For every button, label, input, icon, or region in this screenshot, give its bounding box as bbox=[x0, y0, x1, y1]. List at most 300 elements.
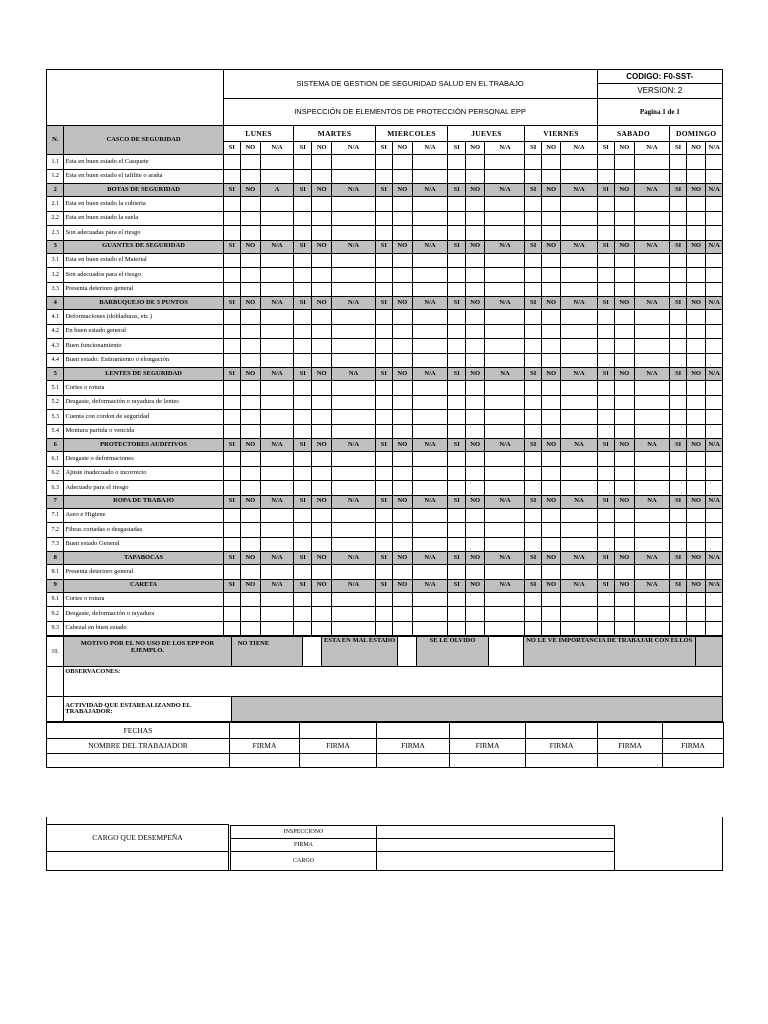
check-cell[interactable] bbox=[670, 592, 686, 607]
check-cell[interactable] bbox=[615, 621, 635, 636]
check-cell[interactable] bbox=[615, 410, 635, 425]
check-cell[interactable] bbox=[634, 226, 670, 241]
check-cell[interactable] bbox=[561, 481, 597, 496]
check-cell[interactable] bbox=[241, 395, 261, 410]
check-cell[interactable] bbox=[332, 253, 375, 268]
check-cell[interactable] bbox=[332, 607, 375, 622]
check-cell[interactable] bbox=[448, 481, 465, 496]
check-cell[interactable] bbox=[597, 537, 614, 552]
check-cell[interactable] bbox=[615, 508, 635, 523]
check-cell[interactable] bbox=[448, 452, 465, 467]
check-cell[interactable] bbox=[294, 211, 311, 226]
check-cell[interactable] bbox=[332, 592, 375, 607]
check-cell[interactable] bbox=[311, 466, 332, 481]
check-cell[interactable] bbox=[375, 607, 392, 622]
check-cell[interactable] bbox=[260, 324, 294, 339]
check-cell[interactable] bbox=[525, 508, 541, 523]
check-cell[interactable] bbox=[485, 481, 525, 496]
check-cell[interactable] bbox=[448, 197, 465, 212]
check-cell[interactable] bbox=[260, 452, 294, 467]
check-cell[interactable] bbox=[241, 282, 261, 297]
check-cell[interactable] bbox=[223, 155, 240, 170]
check-cell[interactable] bbox=[448, 155, 465, 170]
check-cell[interactable] bbox=[561, 197, 597, 212]
check-cell[interactable] bbox=[332, 395, 375, 410]
check-cell[interactable] bbox=[615, 155, 635, 170]
check-cell[interactable] bbox=[294, 282, 311, 297]
check-cell[interactable] bbox=[485, 339, 525, 354]
check-cell[interactable] bbox=[332, 466, 375, 481]
check-cell[interactable] bbox=[670, 452, 686, 467]
check-cell[interactable] bbox=[561, 537, 597, 552]
check-cell[interactable] bbox=[412, 226, 448, 241]
check-cell[interactable] bbox=[686, 523, 706, 538]
check-cell[interactable] bbox=[412, 481, 448, 496]
date-field[interactable] bbox=[230, 723, 300, 739]
check-cell[interactable] bbox=[332, 410, 375, 425]
check-cell[interactable] bbox=[634, 481, 670, 496]
check-cell[interactable] bbox=[375, 155, 392, 170]
check-cell[interactable] bbox=[670, 607, 686, 622]
check-cell[interactable] bbox=[223, 381, 240, 396]
check-cell[interactable] bbox=[448, 253, 465, 268]
reason-importancia-box[interactable] bbox=[695, 637, 722, 667]
check-cell[interactable] bbox=[686, 565, 706, 580]
check-cell[interactable] bbox=[561, 395, 597, 410]
check-cell[interactable] bbox=[706, 353, 723, 368]
check-cell[interactable] bbox=[541, 253, 561, 268]
check-cell[interactable] bbox=[541, 197, 561, 212]
check-cell[interactable] bbox=[294, 395, 311, 410]
check-cell[interactable] bbox=[597, 508, 614, 523]
check-cell[interactable] bbox=[686, 508, 706, 523]
check-cell[interactable] bbox=[448, 339, 465, 354]
check-cell[interactable] bbox=[525, 607, 541, 622]
check-cell[interactable] bbox=[597, 353, 614, 368]
check-cell[interactable] bbox=[634, 353, 670, 368]
check-cell[interactable] bbox=[241, 481, 261, 496]
check-cell[interactable] bbox=[686, 282, 706, 297]
check-cell[interactable] bbox=[223, 268, 240, 283]
check-cell[interactable] bbox=[706, 592, 723, 607]
check-cell[interactable] bbox=[525, 226, 541, 241]
check-cell[interactable] bbox=[615, 353, 635, 368]
check-cell[interactable] bbox=[706, 452, 723, 467]
check-cell[interactable] bbox=[597, 253, 614, 268]
check-cell[interactable] bbox=[223, 592, 240, 607]
check-cell[interactable] bbox=[670, 523, 686, 538]
check-cell[interactable] bbox=[294, 523, 311, 538]
check-cell[interactable] bbox=[223, 282, 240, 297]
check-cell[interactable] bbox=[525, 565, 541, 580]
check-cell[interactable] bbox=[393, 621, 413, 636]
check-cell[interactable] bbox=[465, 621, 485, 636]
check-cell[interactable] bbox=[412, 211, 448, 226]
check-cell[interactable] bbox=[525, 621, 541, 636]
check-cell[interactable] bbox=[311, 452, 332, 467]
check-cell[interactable] bbox=[241, 339, 261, 354]
check-cell[interactable] bbox=[412, 621, 448, 636]
check-cell[interactable] bbox=[332, 523, 375, 538]
check-cell[interactable] bbox=[332, 621, 375, 636]
check-cell[interactable] bbox=[541, 211, 561, 226]
check-cell[interactable] bbox=[448, 268, 465, 283]
check-cell[interactable] bbox=[311, 565, 332, 580]
check-cell[interactable] bbox=[597, 607, 614, 622]
reason-olvido-box[interactable] bbox=[488, 637, 524, 667]
check-cell[interactable] bbox=[294, 353, 311, 368]
check-cell[interactable] bbox=[597, 523, 614, 538]
check-cell[interactable] bbox=[311, 353, 332, 368]
check-cell[interactable] bbox=[448, 282, 465, 297]
check-cell[interactable] bbox=[311, 508, 332, 523]
check-cell[interactable] bbox=[597, 268, 614, 283]
check-cell[interactable] bbox=[465, 324, 485, 339]
check-cell[interactable] bbox=[561, 155, 597, 170]
check-cell[interactable] bbox=[615, 607, 635, 622]
check-cell[interactable] bbox=[541, 339, 561, 354]
check-cell[interactable] bbox=[375, 537, 392, 552]
check-cell[interactable] bbox=[670, 508, 686, 523]
check-cell[interactable] bbox=[597, 424, 614, 439]
check-cell[interactable] bbox=[223, 607, 240, 622]
check-cell[interactable] bbox=[375, 268, 392, 283]
check-cell[interactable] bbox=[311, 410, 332, 425]
check-cell[interactable] bbox=[686, 155, 706, 170]
check-cell[interactable] bbox=[670, 339, 686, 354]
check-cell[interactable] bbox=[311, 592, 332, 607]
check-cell[interactable] bbox=[332, 381, 375, 396]
check-cell[interactable] bbox=[375, 169, 392, 184]
check-cell[interactable] bbox=[412, 197, 448, 212]
check-cell[interactable] bbox=[597, 197, 614, 212]
check-cell[interactable] bbox=[448, 592, 465, 607]
check-cell[interactable] bbox=[294, 169, 311, 184]
check-cell[interactable] bbox=[294, 155, 311, 170]
check-cell[interactable] bbox=[525, 410, 541, 425]
check-cell[interactable] bbox=[375, 466, 392, 481]
check-cell[interactable] bbox=[525, 268, 541, 283]
check-cell[interactable] bbox=[375, 381, 392, 396]
check-cell[interactable] bbox=[241, 592, 261, 607]
check-cell[interactable] bbox=[561, 226, 597, 241]
check-cell[interactable] bbox=[634, 253, 670, 268]
check-cell[interactable] bbox=[332, 211, 375, 226]
check-cell[interactable] bbox=[412, 466, 448, 481]
check-cell[interactable] bbox=[706, 282, 723, 297]
check-cell[interactable] bbox=[686, 324, 706, 339]
check-cell[interactable] bbox=[465, 481, 485, 496]
check-cell[interactable] bbox=[706, 339, 723, 354]
check-cell[interactable] bbox=[634, 592, 670, 607]
check-cell[interactable] bbox=[561, 565, 597, 580]
check-cell[interactable] bbox=[393, 452, 413, 467]
check-cell[interactable] bbox=[561, 339, 597, 354]
signature-field[interactable] bbox=[598, 754, 663, 768]
check-cell[interactable] bbox=[686, 621, 706, 636]
check-cell[interactable] bbox=[294, 324, 311, 339]
check-cell[interactable] bbox=[241, 310, 261, 325]
check-cell[interactable] bbox=[686, 537, 706, 552]
check-cell[interactable] bbox=[615, 481, 635, 496]
check-cell[interactable] bbox=[525, 481, 541, 496]
check-cell[interactable] bbox=[561, 268, 597, 283]
check-cell[interactable] bbox=[332, 452, 375, 467]
check-cell[interactable] bbox=[465, 253, 485, 268]
check-cell[interactable] bbox=[241, 155, 261, 170]
check-cell[interactable] bbox=[561, 607, 597, 622]
check-cell[interactable] bbox=[448, 353, 465, 368]
check-cell[interactable] bbox=[485, 565, 525, 580]
check-cell[interactable] bbox=[485, 310, 525, 325]
check-cell[interactable] bbox=[294, 537, 311, 552]
check-cell[interactable] bbox=[706, 508, 723, 523]
check-cell[interactable] bbox=[597, 155, 614, 170]
check-cell[interactable] bbox=[223, 466, 240, 481]
check-cell[interactable] bbox=[561, 310, 597, 325]
check-cell[interactable] bbox=[311, 339, 332, 354]
check-cell[interactable] bbox=[311, 197, 332, 212]
check-cell[interactable] bbox=[448, 607, 465, 622]
check-cell[interactable] bbox=[260, 424, 294, 439]
check-cell[interactable] bbox=[465, 381, 485, 396]
check-cell[interactable] bbox=[412, 452, 448, 467]
check-cell[interactable] bbox=[670, 253, 686, 268]
check-cell[interactable] bbox=[375, 253, 392, 268]
signature-field[interactable] bbox=[526, 754, 598, 768]
check-cell[interactable] bbox=[260, 466, 294, 481]
check-cell[interactable] bbox=[294, 424, 311, 439]
check-cell[interactable] bbox=[670, 310, 686, 325]
check-cell[interactable] bbox=[260, 268, 294, 283]
check-cell[interactable] bbox=[448, 537, 465, 552]
check-cell[interactable] bbox=[393, 169, 413, 184]
check-cell[interactable] bbox=[375, 410, 392, 425]
check-cell[interactable] bbox=[241, 253, 261, 268]
check-cell[interactable] bbox=[465, 268, 485, 283]
check-cell[interactable] bbox=[448, 508, 465, 523]
check-cell[interactable] bbox=[670, 481, 686, 496]
check-cell[interactable] bbox=[260, 211, 294, 226]
check-cell[interactable] bbox=[597, 592, 614, 607]
check-cell[interactable] bbox=[706, 324, 723, 339]
check-cell[interactable] bbox=[541, 607, 561, 622]
check-cell[interactable] bbox=[465, 607, 485, 622]
check-cell[interactable] bbox=[223, 523, 240, 538]
check-cell[interactable] bbox=[686, 339, 706, 354]
check-cell[interactable] bbox=[670, 353, 686, 368]
check-cell[interactable] bbox=[223, 310, 240, 325]
check-cell[interactable] bbox=[465, 169, 485, 184]
check-cell[interactable] bbox=[561, 211, 597, 226]
check-cell[interactable] bbox=[634, 155, 670, 170]
check-cell[interactable] bbox=[393, 592, 413, 607]
check-cell[interactable] bbox=[615, 381, 635, 396]
check-cell[interactable] bbox=[375, 395, 392, 410]
check-cell[interactable] bbox=[561, 466, 597, 481]
check-cell[interactable] bbox=[615, 523, 635, 538]
check-cell[interactable] bbox=[260, 537, 294, 552]
check-cell[interactable] bbox=[294, 381, 311, 396]
check-cell[interactable] bbox=[634, 310, 670, 325]
check-cell[interactable] bbox=[706, 268, 723, 283]
check-cell[interactable] bbox=[706, 197, 723, 212]
check-cell[interactable] bbox=[393, 253, 413, 268]
check-cell[interactable] bbox=[634, 508, 670, 523]
check-cell[interactable] bbox=[525, 197, 541, 212]
check-cell[interactable] bbox=[541, 155, 561, 170]
check-cell[interactable] bbox=[448, 381, 465, 396]
check-cell[interactable] bbox=[260, 353, 294, 368]
check-cell[interactable] bbox=[465, 424, 485, 439]
check-cell[interactable] bbox=[393, 381, 413, 396]
check-cell[interactable] bbox=[375, 211, 392, 226]
check-cell[interactable] bbox=[294, 508, 311, 523]
check-cell[interactable] bbox=[597, 621, 614, 636]
check-cell[interactable] bbox=[332, 481, 375, 496]
date-field[interactable] bbox=[598, 723, 663, 739]
check-cell[interactable] bbox=[634, 339, 670, 354]
check-cell[interactable] bbox=[541, 424, 561, 439]
check-cell[interactable] bbox=[686, 592, 706, 607]
check-cell[interactable] bbox=[597, 310, 614, 325]
check-cell[interactable] bbox=[311, 226, 332, 241]
check-cell[interactable] bbox=[260, 565, 294, 580]
check-cell[interactable] bbox=[485, 226, 525, 241]
check-cell[interactable] bbox=[597, 466, 614, 481]
check-cell[interactable] bbox=[465, 452, 485, 467]
check-cell[interactable] bbox=[634, 523, 670, 538]
check-cell[interactable] bbox=[375, 197, 392, 212]
check-cell[interactable] bbox=[670, 226, 686, 241]
check-cell[interactable] bbox=[412, 155, 448, 170]
date-field[interactable] bbox=[377, 723, 450, 739]
check-cell[interactable] bbox=[561, 353, 597, 368]
check-cell[interactable] bbox=[670, 169, 686, 184]
check-cell[interactable] bbox=[465, 592, 485, 607]
check-cell[interactable] bbox=[541, 481, 561, 496]
check-cell[interactable] bbox=[670, 565, 686, 580]
check-cell[interactable] bbox=[485, 381, 525, 396]
check-cell[interactable] bbox=[393, 508, 413, 523]
check-cell[interactable] bbox=[412, 169, 448, 184]
check-cell[interactable] bbox=[448, 424, 465, 439]
check-cell[interactable] bbox=[706, 481, 723, 496]
check-cell[interactable] bbox=[686, 607, 706, 622]
check-cell[interactable] bbox=[393, 537, 413, 552]
check-cell[interactable] bbox=[332, 197, 375, 212]
check-cell[interactable] bbox=[375, 424, 392, 439]
check-cell[interactable] bbox=[525, 353, 541, 368]
check-cell[interactable] bbox=[561, 621, 597, 636]
check-cell[interactable] bbox=[634, 268, 670, 283]
check-cell[interactable] bbox=[634, 621, 670, 636]
check-cell[interactable] bbox=[485, 324, 525, 339]
check-cell[interactable] bbox=[634, 424, 670, 439]
check-cell[interactable] bbox=[412, 508, 448, 523]
check-cell[interactable] bbox=[615, 466, 635, 481]
check-cell[interactable] bbox=[561, 282, 597, 297]
check-cell[interactable] bbox=[670, 381, 686, 396]
inspector-field[interactable] bbox=[377, 826, 615, 839]
check-cell[interactable] bbox=[525, 395, 541, 410]
signature-field[interactable] bbox=[450, 754, 526, 768]
check-cell[interactable] bbox=[375, 324, 392, 339]
check-cell[interactable] bbox=[375, 353, 392, 368]
check-cell[interactable] bbox=[686, 381, 706, 396]
check-cell[interactable] bbox=[448, 523, 465, 538]
check-cell[interactable] bbox=[223, 565, 240, 580]
check-cell[interactable] bbox=[706, 310, 723, 325]
check-cell[interactable] bbox=[223, 197, 240, 212]
check-cell[interactable] bbox=[485, 268, 525, 283]
check-cell[interactable] bbox=[223, 353, 240, 368]
check-cell[interactable] bbox=[525, 537, 541, 552]
check-cell[interactable] bbox=[525, 424, 541, 439]
check-cell[interactable] bbox=[375, 508, 392, 523]
check-cell[interactable] bbox=[465, 282, 485, 297]
check-cell[interactable] bbox=[332, 282, 375, 297]
check-cell[interactable] bbox=[375, 523, 392, 538]
check-cell[interactable] bbox=[223, 537, 240, 552]
check-cell[interactable] bbox=[670, 410, 686, 425]
check-cell[interactable] bbox=[541, 592, 561, 607]
check-cell[interactable] bbox=[525, 592, 541, 607]
check-cell[interactable] bbox=[332, 339, 375, 354]
check-cell[interactable] bbox=[597, 211, 614, 226]
check-cell[interactable] bbox=[561, 324, 597, 339]
check-cell[interactable] bbox=[485, 211, 525, 226]
signature-field[interactable] bbox=[230, 754, 300, 768]
check-cell[interactable] bbox=[597, 169, 614, 184]
check-cell[interactable] bbox=[634, 211, 670, 226]
check-cell[interactable] bbox=[465, 508, 485, 523]
check-cell[interactable] bbox=[541, 410, 561, 425]
check-cell[interactable] bbox=[670, 197, 686, 212]
check-cell[interactable] bbox=[525, 381, 541, 396]
check-cell[interactable] bbox=[393, 523, 413, 538]
check-cell[interactable] bbox=[260, 339, 294, 354]
check-cell[interactable] bbox=[412, 537, 448, 552]
check-cell[interactable] bbox=[597, 282, 614, 297]
check-cell[interactable] bbox=[448, 169, 465, 184]
check-cell[interactable] bbox=[448, 310, 465, 325]
check-cell[interactable] bbox=[525, 339, 541, 354]
check-cell[interactable] bbox=[686, 395, 706, 410]
check-cell[interactable] bbox=[597, 410, 614, 425]
check-cell[interactable] bbox=[241, 381, 261, 396]
check-cell[interactable] bbox=[241, 197, 261, 212]
check-cell[interactable] bbox=[393, 481, 413, 496]
check-cell[interactable] bbox=[686, 481, 706, 496]
check-cell[interactable] bbox=[465, 353, 485, 368]
check-cell[interactable] bbox=[260, 197, 294, 212]
check-cell[interactable] bbox=[525, 324, 541, 339]
check-cell[interactable] bbox=[541, 565, 561, 580]
check-cell[interactable] bbox=[525, 282, 541, 297]
check-cell[interactable] bbox=[541, 324, 561, 339]
check-cell[interactable] bbox=[393, 282, 413, 297]
check-cell[interactable] bbox=[223, 481, 240, 496]
check-cell[interactable] bbox=[412, 310, 448, 325]
check-cell[interactable] bbox=[311, 155, 332, 170]
check-cell[interactable] bbox=[332, 565, 375, 580]
check-cell[interactable] bbox=[615, 452, 635, 467]
check-cell[interactable] bbox=[465, 226, 485, 241]
check-cell[interactable] bbox=[260, 523, 294, 538]
check-cell[interactable] bbox=[706, 253, 723, 268]
check-cell[interactable] bbox=[465, 410, 485, 425]
